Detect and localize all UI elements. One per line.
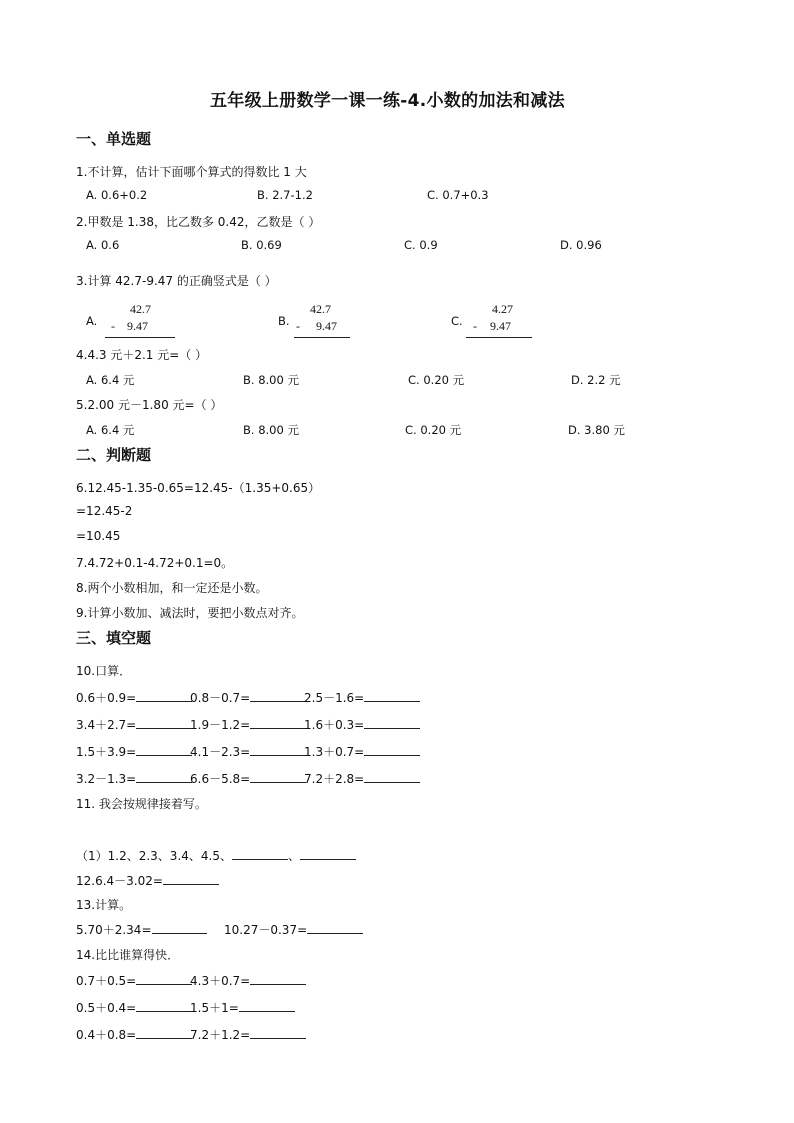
q10-expression: 3.4＋2.7=	[76, 718, 137, 732]
answer-blank[interactable]	[364, 716, 420, 729]
q10-item	[190, 689, 306, 706]
vertical-calc-top: 4.27	[492, 302, 513, 316]
q2-option-b[interactable]: B. 0.69	[241, 238, 282, 252]
answer-blank[interactable]	[163, 872, 219, 885]
vertical-calc-sign: -	[296, 319, 300, 333]
q14-expression: 0.4＋0.8=	[76, 1028, 137, 1042]
q4-option-b[interactable]: B. 8.00 元	[243, 373, 299, 387]
q2-option-c[interactable]: C. 0.9	[404, 238, 438, 252]
q10-item	[304, 770, 420, 787]
answer-blank[interactable]	[250, 743, 306, 756]
answer-blank[interactable]	[136, 999, 192, 1012]
answer-blank[interactable]	[136, 1026, 192, 1039]
answer-blank[interactable]	[136, 770, 192, 783]
answer-blank[interactable]	[239, 999, 295, 1012]
q10-expression: 6.6－5.8=	[190, 772, 251, 786]
q12-expression: 12.6.4－3.02=	[76, 874, 163, 888]
question-5-text: 5.2.00 元－1.80 元=（ ）	[76, 398, 223, 412]
vertical-calc-sign: -	[473, 319, 477, 333]
answer-blank[interactable]	[250, 689, 306, 702]
q3-option-c-letter[interactable]: C.	[451, 314, 463, 328]
q13-item	[76, 921, 207, 938]
q10-expression: 1.6＋0.3=	[304, 718, 365, 732]
answer-blank[interactable]	[364, 770, 420, 783]
page-title: 五年级上册数学一课一练-4.小数的加法和减法	[210, 91, 565, 111]
q4-option-c[interactable]: C. 0.20 元	[408, 373, 465, 387]
q2-option-d[interactable]: D. 0.96	[560, 238, 602, 252]
q10-expression: 1.5＋3.9=	[76, 745, 137, 759]
vertical-calc-top: 42.7	[130, 302, 151, 316]
q10-item	[304, 743, 420, 760]
q3-option-b-letter[interactable]: B.	[278, 314, 290, 328]
question-4-text: 4.4.3 元＋2.1 元=（ ）	[76, 348, 208, 362]
q14-item	[76, 999, 192, 1016]
answer-blank[interactable]	[250, 1026, 306, 1039]
q14-expression: 7.2＋1.2=	[190, 1028, 251, 1042]
vertical-calc-top: 42.7	[310, 302, 331, 316]
answer-blank[interactable]	[136, 743, 192, 756]
question-6-line-3: =10.45	[76, 529, 121, 543]
vertical-calc-bottom: 9.47	[127, 319, 148, 333]
vertical-calc-bottom: 9.47	[316, 319, 337, 333]
q10-item	[304, 689, 420, 706]
q3-option-b-vertical-calc[interactable]	[292, 302, 352, 342]
question-9-text: 9.计算小数加、减法时，要把小数点对齐。	[76, 606, 304, 620]
q5-option-c[interactable]: C. 0.20 元	[405, 423, 462, 437]
q14-expression: 4.3＋0.7=	[190, 974, 251, 988]
q2-option-a[interactable]: A. 0.6	[86, 238, 120, 252]
q10-expression: 1.3＋0.7=	[304, 745, 365, 759]
q14-item	[190, 1026, 306, 1043]
question-13-text: 13.计算。	[76, 898, 132, 912]
q3-option-c-vertical-calc[interactable]	[466, 302, 536, 342]
answer-blank[interactable]	[364, 743, 420, 756]
section-heading-true-false: 二、判断题	[76, 446, 152, 464]
q10-expression: 4.1－2.3=	[190, 745, 251, 759]
question-10-text: 10.口算．	[76, 664, 132, 678]
question-12-item	[76, 872, 219, 889]
vertical-calc-bottom: 9.47	[490, 319, 511, 333]
q3-option-a-vertical-calc[interactable]	[105, 302, 180, 342]
q10-item	[304, 716, 420, 733]
q14-item	[190, 999, 295, 1016]
q14-expression: 0.5＋0.4=	[76, 1001, 137, 1015]
q14-expression: 0.7＋0.5=	[76, 974, 137, 988]
q1-option-a[interactable]: A. 0.6+0.2	[86, 188, 148, 202]
q5-option-b[interactable]: B. 8.00 元	[243, 423, 299, 437]
answer-blank[interactable]	[152, 921, 207, 934]
question-3-text: 3.计算 42.7-9.47 的正确竖式是（ ）	[76, 274, 277, 288]
q14-expression: 1.5＋1=	[190, 1001, 239, 1015]
question-11-text: 11. 我会按规律接着写。	[76, 797, 207, 811]
section-heading-single-choice: 一、单选题	[76, 130, 152, 148]
q5-option-d[interactable]: D. 3.80 元	[568, 423, 625, 437]
q13-expression: 10.27－0.37=	[224, 923, 308, 937]
question-2-text: 2.甲数是 1.38，比乙数多 0.42，乙数是（ ）	[76, 215, 321, 229]
q14-item	[76, 1026, 192, 1043]
q10-item	[76, 743, 192, 760]
q10-item	[190, 716, 306, 733]
answer-blank[interactable]	[250, 770, 306, 783]
q10-expression: 0.8－0.7=	[190, 691, 251, 705]
q1-option-c[interactable]: C. 0.7+0.3	[427, 188, 489, 202]
q10-item	[190, 743, 306, 760]
q10-item	[76, 689, 192, 706]
answer-blank[interactable]	[232, 847, 288, 860]
q5-option-a[interactable]: A. 6.4 元	[86, 423, 135, 437]
q10-expression: 7.2＋2.8=	[304, 772, 365, 786]
answer-blank[interactable]	[136, 716, 192, 729]
q11-sequence: （1）1.2、2.3、3.4、4.5、	[76, 849, 232, 863]
question-7-text: 7.4.72+0.1-4.72+0.1=0。	[76, 556, 234, 570]
question-1-text: 1.不计算，估计下面哪个算式的得数比 1 大	[76, 165, 307, 179]
question-8-text: 8.两个小数相加，和一定还是小数。	[76, 581, 268, 595]
q13-expression: 5.70＋2.34=	[76, 923, 152, 937]
answer-blank[interactable]	[250, 716, 306, 729]
q4-option-a[interactable]: A. 6.4 元	[86, 373, 135, 387]
answer-blank[interactable]	[364, 689, 420, 702]
q11-separator: 、	[287, 849, 300, 863]
vertical-calc-line	[466, 337, 532, 338]
q10-expression: 0.6＋0.9=	[76, 691, 137, 705]
vertical-calc-sign: -	[111, 319, 115, 333]
q13-item	[224, 921, 363, 938]
q11-sub-item	[76, 847, 356, 864]
q1-option-b[interactable]: B. 2.7-1.2	[257, 188, 313, 202]
question-6-line-2: =12.45-2	[76, 504, 133, 518]
q3-option-a-letter[interactable]: A.	[86, 314, 98, 328]
q10-expression: 1.9－1.2=	[190, 718, 251, 732]
vertical-calc-line	[105, 337, 175, 338]
answer-blank[interactable]	[136, 972, 192, 985]
vertical-calc-line	[294, 337, 350, 338]
answer-blank[interactable]	[136, 689, 192, 702]
question-14-text: 14.比比谁算得快．	[76, 948, 180, 962]
answer-blank[interactable]	[250, 972, 306, 985]
section-heading-fill-in: 三、填空题	[76, 629, 152, 647]
question-6-line-1: 6.12.45-1.35-0.65=12.45-（1.35+0.65）	[76, 481, 321, 495]
q10-item	[76, 770, 192, 787]
q10-expression: 2.5－1.6=	[304, 691, 365, 705]
q10-item	[190, 770, 306, 787]
q10-item	[76, 716, 192, 733]
q14-item	[190, 972, 306, 989]
q4-option-d[interactable]: D. 2.2 元	[571, 373, 621, 387]
q14-item	[76, 972, 192, 989]
answer-blank[interactable]	[300, 847, 356, 860]
answer-blank[interactable]	[307, 921, 363, 934]
q10-expression: 3.2－1.3=	[76, 772, 137, 786]
